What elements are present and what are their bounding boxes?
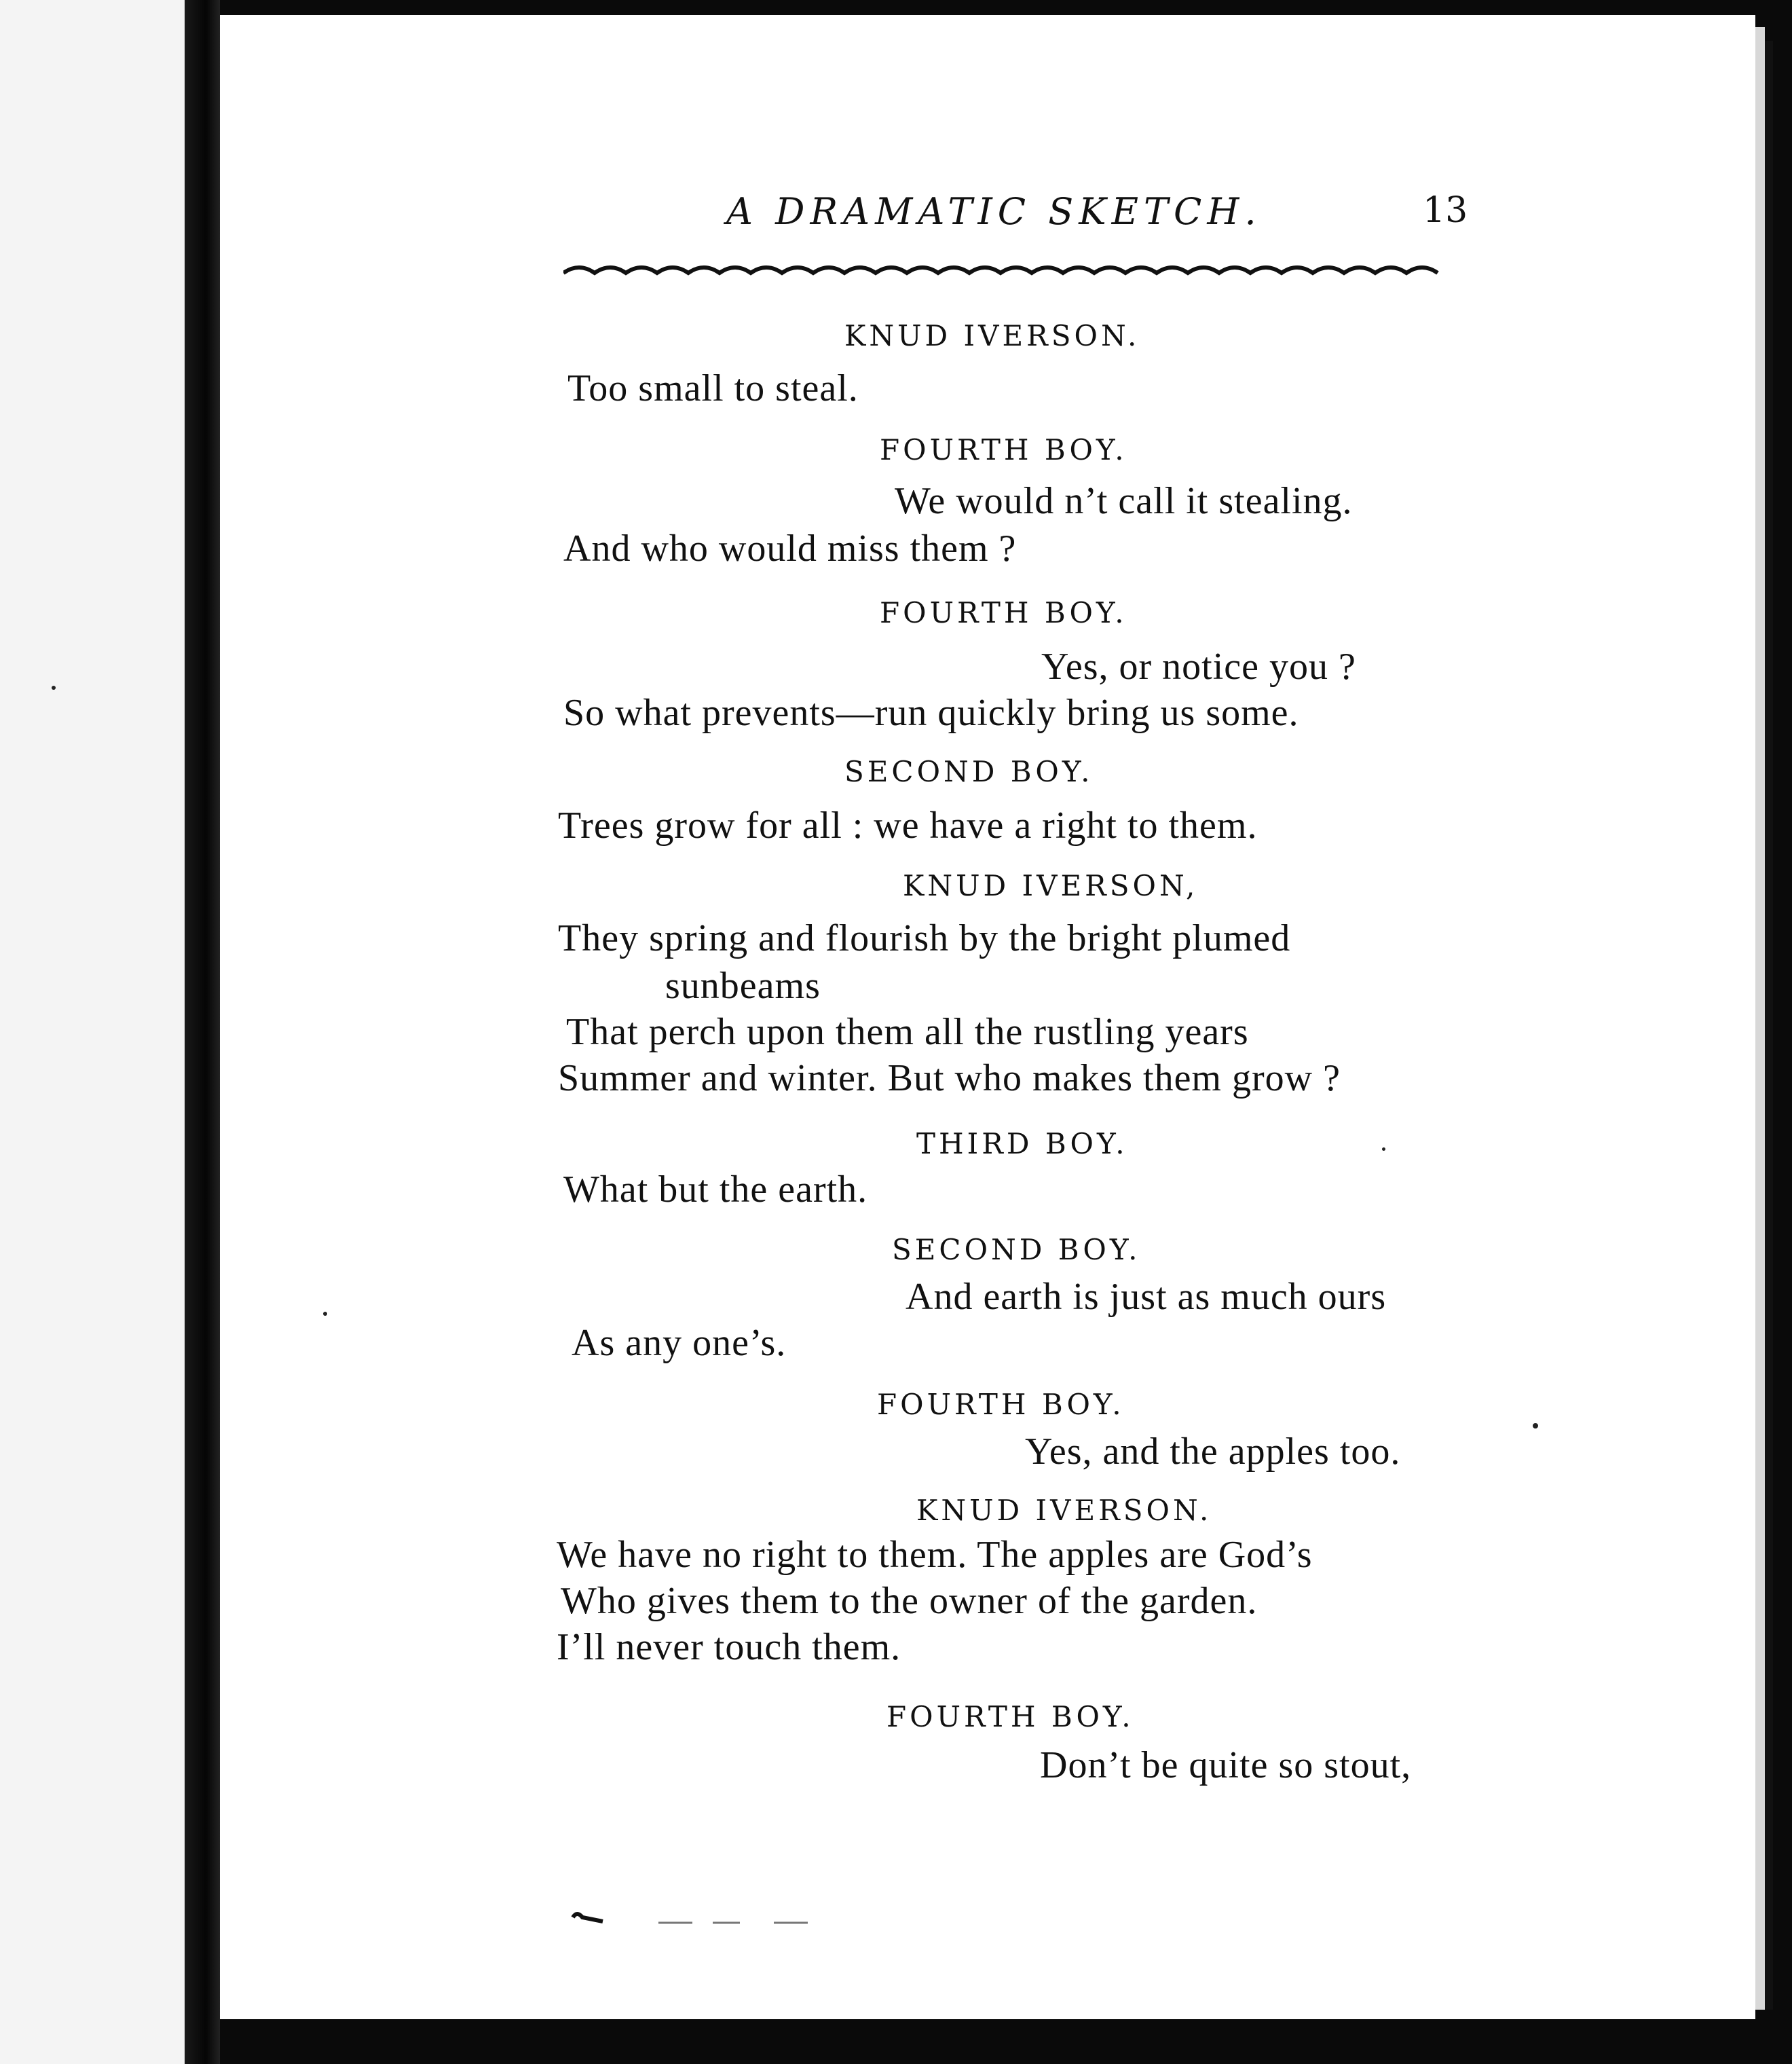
dialogue-line: Too small to steal. — [567, 367, 859, 409]
dialogue-line: That perch upon them all the rustling years — [566, 1011, 1249, 1053]
dialogue-line: And earth is just as much ours — [906, 1276, 1387, 1318]
speaker-name: THIRD BOY. — [916, 1127, 1128, 1160]
book-gutter — [185, 0, 220, 2064]
scan-speck — [52, 686, 56, 690]
speaker-name: SECOND BOY. — [892, 1233, 1141, 1266]
dialogue-line: And who would miss them ? — [563, 528, 1017, 570]
scan-speck — [1533, 1423, 1538, 1429]
scan-speck — [323, 1312, 327, 1316]
speaker-name: FOURTH BOY. — [886, 1700, 1134, 1733]
page-edge — [1755, 27, 1765, 2010]
wavy-rule-divider — [563, 257, 1453, 284]
speaker-name: SECOND BOY. — [844, 755, 1094, 788]
running-title: A DRAMATIC SKETCH. — [726, 190, 1262, 233]
dialogue-line: Yes, or notice you ? — [1041, 646, 1356, 688]
speaker-name: FOURTH BOY. — [877, 1388, 1125, 1421]
dialogue-line: We have no right to them. The apples are God’s — [557, 1534, 1313, 1576]
speaker-name: KNUD IVERSON. — [916, 1494, 1212, 1527]
speaker-name: KNUD IVERSON, — [903, 869, 1199, 902]
scan-speck — [1382, 1147, 1385, 1151]
dialogue-line: As any one’s. — [572, 1322, 787, 1364]
page-number: 13 — [1423, 190, 1468, 231]
dialogue-line: So what prevents—run quickly bring us some. — [563, 692, 1299, 734]
page-edge-shadow — [1765, 41, 1773, 2010]
scan-smudge-marks — [570, 1908, 910, 1928]
dialogue-line: Summer and winter. But who makes them grow ? — [558, 1057, 1341, 1099]
dialogue-line: sunbeams — [665, 965, 821, 1007]
dialogue-line: What but the earth. — [563, 1168, 868, 1211]
facing-page-edge — [0, 0, 185, 2064]
speaker-name: FOURTH BOY. — [880, 596, 1127, 629]
speaker-name: FOURTH BOY. — [880, 433, 1127, 466]
dialogue-line: I’ll never touch them. — [557, 1626, 901, 1668]
speaker-name: KNUD IVERSON. — [844, 319, 1140, 352]
dialogue-line: They spring and flourish by the bright plumed — [558, 917, 1291, 959]
dialogue-line: Who gives them to the owner of the garden. — [561, 1580, 1258, 1622]
dialogue-line: Trees grow for all : we have a right to them. — [558, 805, 1258, 847]
dialogue-line: We would n’t call it stealing. — [895, 480, 1353, 522]
dialogue-line: Yes, and the apples too. — [1025, 1431, 1401, 1473]
dialogue-line: Don’t be quite so stout, — [1040, 1744, 1412, 1786]
